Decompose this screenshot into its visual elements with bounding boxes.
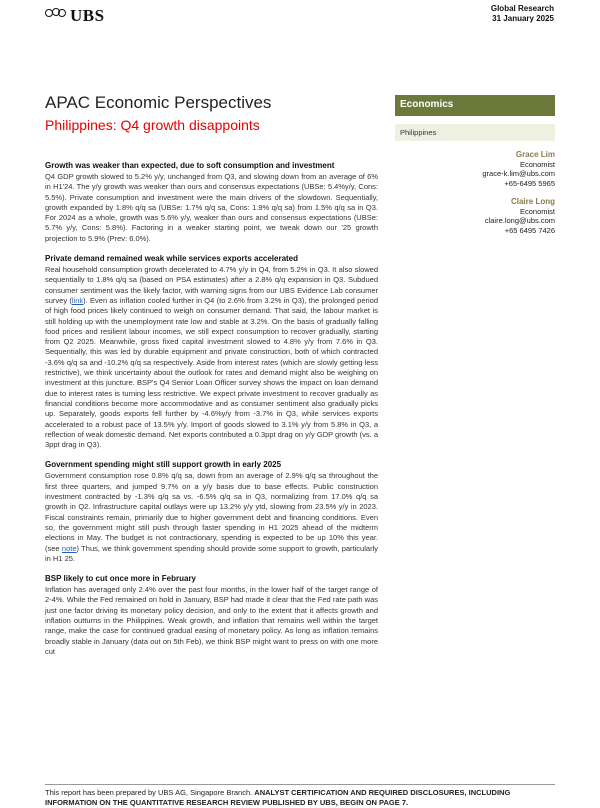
paragraph-text: Real household consumption growth decelerated to 4.7% y/y in Q4, from 5.2% in Q3. It also slowed sequentially to 1.8% q/q sa (based on PSA estimates) after a 2.8% q/q expansion in Q3. Subdued consumer sentiment was the likely factor, with warning signs from our UBS Evidence Lab consumer survey (: [45, 265, 378, 305]
paragraph-text: ). Even as inflation cooled further in Q4 (to 2.6% from 3.2% in Q3), the prolonged period of high food prices likely continued to weigh on consumer demand. That said, the labour market is still holding up with the unemployment rate low and stable at 3.2%. On the basis of gradually falling food prices and resilient labour incomes, we still expect consumption to recover gradually, starting from Q2 2025. Meanwhile, gross fixed capital investment slowed to 4.8% y/y from 7.6% in Q3. Sequentially, this was led by durable equipment and private construction, both of which contracted -3.6% q/q sa and -10.2% q/q sa respectively. Aside from interest rates (which are slowly getting less restrictive), we think uncertainty about the outlook for rates and demand might also be weighing on investment at this juncture. BSP's Q4 Senior Loan Officer survey shows the impact on loan demand due to interest rates is turning less restrictive. We expect private investment to recover gradually as financial conditions become more accommodative and as consumer sentiment also gradually picks up. Separately, goods exports fell further by -4.6%y/y from -3.7% in Q3, while services exports accelerated to a robust pace of 13.5% y/y. Import of goods slowed to 3.1% y/y from 5.8% in Q3, a reflection of weak domestic demand. Net exports contributed a 0.3ppt drag on y/y GDP growth (vs. a 3ppt drag in Q3).: [45, 295, 378, 450]
header-date: 31 January 2025: [492, 14, 554, 23]
sidebar: [395, 95, 555, 235]
budget-note-link[interactable]: note: [61, 543, 77, 553]
keys-icon: [45, 8, 67, 24]
section-paragraph: Inflation has averaged only 2.4% over the past four months, in the lower half of the target range of 2-4%. While the Fed remained on hold in January, BSP had made it clear that the Fed rate path was just one factor driving its monetary policy decision, and only to the extent that it affects growth and inflation outturns in the Philippines. Weak growth, and inflation that remains well within the target range, make the case for continued gradual easing of monetary policy. As long as inflation remains broadly stable in January (data out on 5th Feb), we think BSP might want to press on with one more cut: [45, 585, 378, 656]
report-subtitle: Philippines: Q4 growth disappoints: [45, 117, 260, 133]
section-heading: Private demand remained weak while services exports accelerated: [45, 254, 299, 264]
paragraph-text: Government consumption rose 0.8% q/q sa, down from an average of 2.9% q/q sa throughout the first three quarters, and jumped 9.7% on a y/y basis due to base effects. Public construction investment contracted by -1.3% q/q sa vs. -6.5% q/q sa in Q3, normalizing from 17.0% q/q sa growth in Q2. Infrastructure capital outlays were up 13.2% y/y ytd, slowing from 23.5% y/y in 2023. Fiscal constraints remain, primarily due to higher government debt and financing conditions. Even so, the government might still push through faster spending in H1 2025 ahead of the midterm elections in May. The budget is not contractionary, spending is expected to be up 10% this year. (see: [45, 471, 378, 553]
paragraph-text: ) Thus, we think government spending should provide some support to growth, particularly in H1 25.: [45, 543, 378, 563]
author-role: Economist: [519, 206, 555, 216]
section-heading: Government spending might still support growth in early 2025: [45, 460, 282, 470]
section-paragraph: [45, 265, 378, 450]
report-body: [45, 160, 378, 666]
author-block: [395, 150, 555, 188]
section-paragraph: [45, 471, 378, 564]
author-name: Claire Long: [510, 197, 555, 206]
author-email[interactable]: claire.long@ubs.com: [484, 216, 555, 225]
author-block: [395, 197, 555, 235]
country-tag: Philippines: [395, 124, 555, 141]
report-header: [491, 4, 554, 24]
disclosure-footer: [45, 784, 555, 808]
author-phone: +65 6495 7426: [504, 225, 555, 235]
author-role: Economist: [519, 159, 555, 169]
category-badge: Economics: [395, 95, 555, 116]
author-email[interactable]: grace-k.lim@ubs.com: [482, 169, 555, 178]
section-heading: Growth was weaker than expected, due to soft consumption and investment: [45, 161, 335, 170]
header-publication: Global Research: [490, 4, 554, 13]
footer-text: This report has been prepared by UBS AG, Singapore Branch.: [45, 788, 255, 797]
footer-disclosure: ANALYST CERTIFICATION AND REQUIRED DISCLOSURES, INCLUDING INFORMATION ON THE QUANTITATIVE RESEARCH REVIEW PUBLISHED BY UBS, BEGIN ON PAGE 7.: [45, 788, 511, 807]
section-heading: BSP likely to cut once more in February: [45, 574, 197, 584]
author-phone: +65-6495 5965: [504, 178, 555, 188]
section-paragraph: Q4 GDP growth slowed to 5.2% y/y, unchanged from Q3, and slowing down from an average of 6% in H1'24. The y/y growth was weaker than ours and consensus expectations (UBSe: 5.4%y/y, Cons: 5.5%). Private consumption and investment were the main drivers of the slowdown. Sequentially, growth expanded by 1.8% q/q sa (UBSe: 1.7% q/q sa, Cons: 1.9% q/q sa) from 1.5% q/q sa in Q3. For 2024 as a whole, growth was 5.6% y/y, weaker than ours and consensus expectations (UBSe: 5.7% y/y, Cons: 5.8%). Factoring in a weaker starting point, we tweak down our '25 growth projection to 5.9% (Prev: 6.0%).: [45, 172, 378, 243]
evidence-lab-link[interactable]: link: [71, 295, 84, 305]
ubs-logo: [45, 6, 105, 26]
author-name: Grace Lim: [515, 150, 555, 159]
logo-text: UBS: [70, 6, 105, 25]
report-title: APAC Economic Perspectives: [45, 93, 272, 112]
